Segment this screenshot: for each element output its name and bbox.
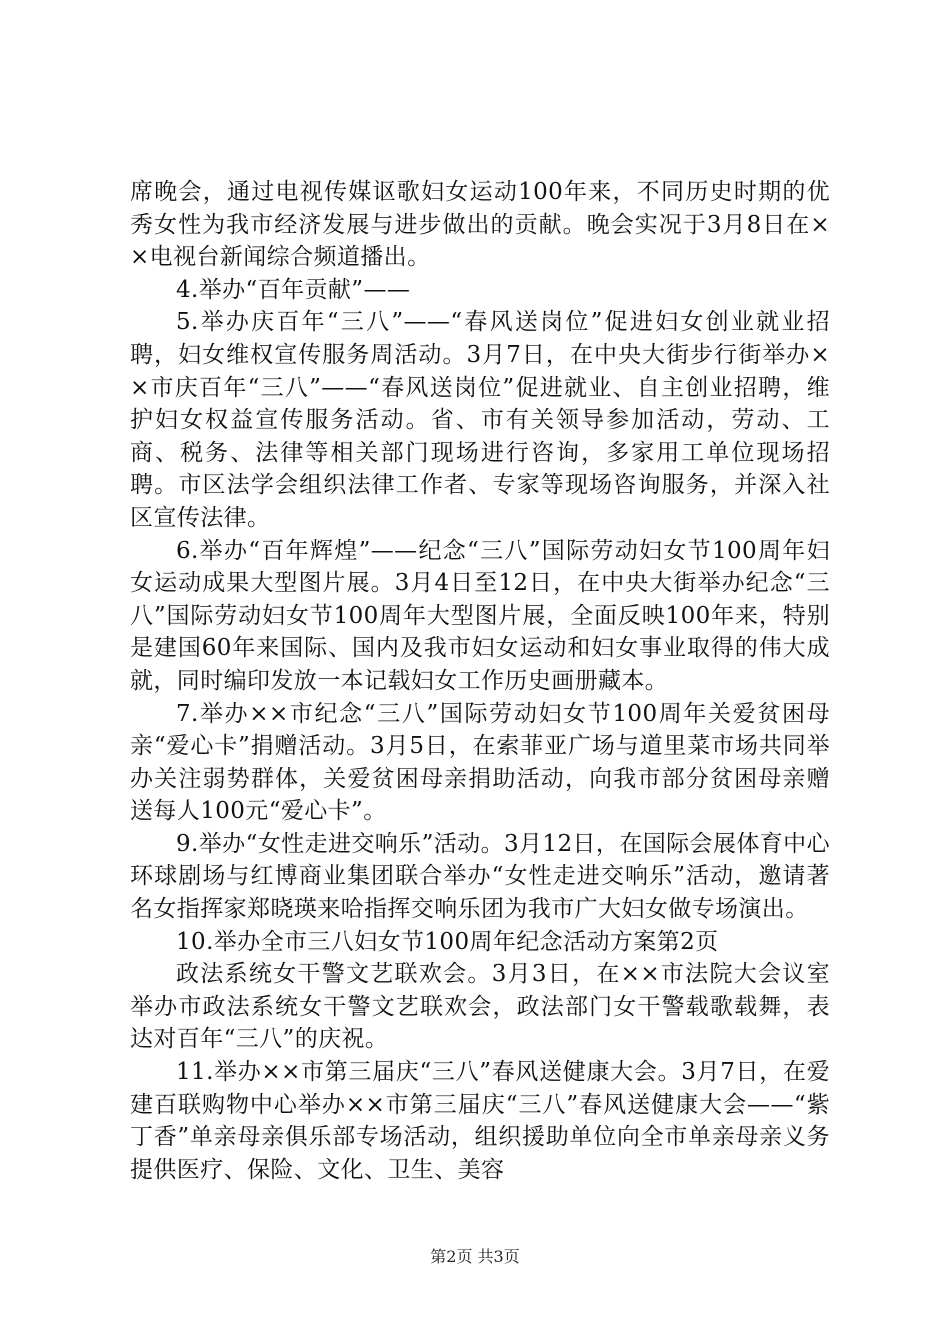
paragraph-item-10-heading: 10.举办全市三八妇女节100周年纪念活动方案第2页: [176, 928, 719, 955]
paragraph-item-10-body: 政法系统女干警文艺联欢会。3月3日，在××市法院大会议室举办市政法系统女干警文艺联欢会，政法部门女干警载歌载舞，表达对百年“三八”的庆祝。: [130, 961, 830, 1053]
paragraph-item-6: 6.举办“百年辉煌”——纪念“三八”国际劳动妇女节100周年妇女运动成果大型图片展。3月4日至12日，在中央大街举办纪念“三八”国际劳动妇女节100周年大型图片展，全面反映100年来，特别是建国60年来国际、国内及我市妇女运动和妇女事业取得的伟大成就，同时编印发放一本记载妇女工作历史画册藏本。: [130, 537, 830, 694]
document-body: [130, 176, 830, 1186]
page-number-label: 第2页 共3页: [430, 1247, 520, 1266]
paragraph-item-11: 11.举办××市第三届庆“三八”春风送健康大会。3月7日，在爱建百联购物中心举办××市第三届庆“三八”春风送健康大会——“紫丁香”单亲母亲俱乐部专场活动，组织援助单位向全市单亲母亲义务提供医疗、保险、文化、卫生、美容: [130, 1059, 830, 1183]
paragraph-item-5: 5.举办庆百年“三八”——“春风送岗位”促进妇女创业就业招聘，妇女维权宣传服务周活动。3月7日，在中央大街步行街举办××市庆百年“三八”——“春风送岗位”促进就业、自主创业招聘，维护妇女权益宣传服务活动。省、市有关领导参加活动，劳动、工商、税务、法律等相关部门现场进行咨询，多家用工单位现场招聘。市区法学会组织法律工作者、专家等现场咨询服务，并深入社区宣传法律。: [130, 309, 830, 531]
paragraph-item-4: 4.举办“百年贡献”——: [176, 276, 411, 303]
page-footer: [0, 1244, 950, 1267]
paragraph-item-9: 9.举办“女性走进交响乐”活动。3月12日，在国际会展体育中心环球剧场与红博商业集团联合举办“女性走进交响乐”活动，邀请著名女指挥家郑晓瑛来哈指挥交响乐团为我市广大妇女做专场演出。: [130, 830, 830, 923]
paragraph-item-7: 7.举办××市纪念“三八”国际劳动妇女节100周年关爱贫困母亲“爱心卡”捐赠活动。3月5日，在索菲亚广场与道里菜市场共同举办关注弱势群体，关爱贫困母亲捐助活动，向我市部分贫困母亲赠送每人100元“爱心卡”。: [130, 700, 830, 825]
paragraph-evening-gala: 席晚会，通过电视传媒讴歌妇女运动100年来，不同历史时期的优秀女性为我市经济发展与进步做出的贡献。晚会实况于3月8日在××电视台新闻综合频道播出。: [130, 179, 830, 271]
